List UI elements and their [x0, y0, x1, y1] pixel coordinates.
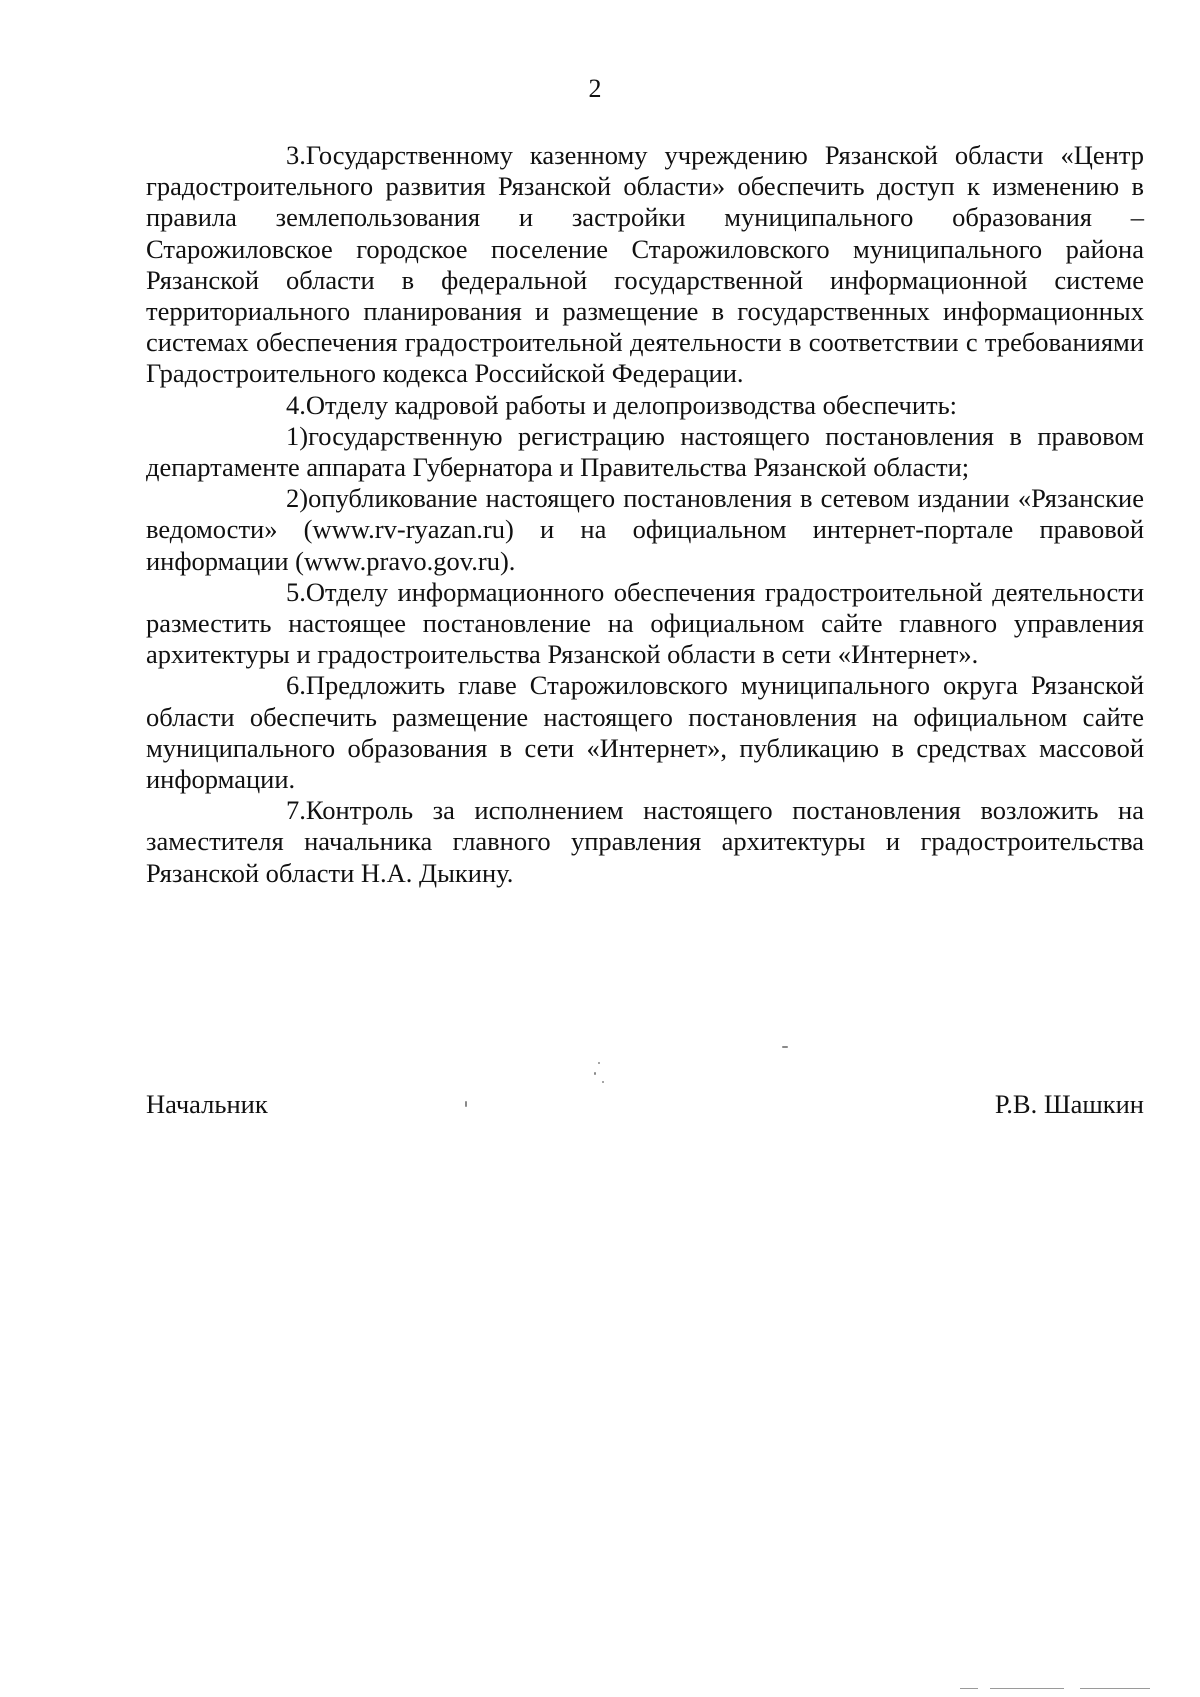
scan-edge-line	[990, 1688, 1064, 1689]
subitem-2	[146, 483, 1144, 577]
subitem-text: государственную регистрацию настоящего постановления в правовом департаменте аппарата Губернатора и Правительства Рязанской области;	[146, 420, 1144, 483]
paragraph-6	[146, 670, 1144, 795]
paragraph-number: 3.	[286, 140, 306, 170]
scan-edge-line	[960, 1688, 978, 1689]
paragraph-number: 4.	[286, 389, 306, 420]
paragraph-text: Контроль за исполнением настоящего постановления возложить на заместителя начальника главного управления архитектуры и градостроительства Рязанской области Н.А. Дыкину.	[146, 795, 1144, 888]
subitem-text: опубликование настоящего постановления в сетевом издании «Рязанские ведомости» (www.rv-ryazan.ru) и на официальном интернет-портале правовой информации (www.pravo.gov.ru).	[146, 483, 1144, 576]
scan-speck	[594, 1072, 596, 1075]
scan-speck	[598, 1062, 600, 1064]
paragraph-number: 5.	[286, 576, 306, 607]
paragraph-number: 6.	[286, 670, 306, 701]
scan-speck	[602, 1081, 604, 1083]
paragraph-3	[146, 140, 1144, 390]
scan-edge-line	[1080, 1688, 1150, 1689]
paragraph-number: 7.	[286, 795, 306, 826]
subitem-1	[146, 421, 1144, 483]
subitem-number: 1)	[286, 420, 309, 451]
document-body	[146, 140, 1144, 889]
paragraph-5	[146, 577, 1144, 671]
signatory-position: Начальник	[146, 1089, 268, 1119]
paragraph-text: Государственному казенному учреждению Рязанской области «Центр градостроительного развития Рязанской области» обеспечить доступ к изменению в правила землепользования и застройки муниципального образования – Старожиловское городское поселение Старожиловского муниципального района Рязанской области в федеральной государственной информационной системе территориального планирования и размещение в государственных информационных системах обеспечения градостроительной деятельности в соответствии с требованиями Градостроительного кодекса Российской Федерации.	[146, 140, 1144, 389]
paragraph-text: Отделу кадровой работы и делопроизводства обеспечить:	[305, 389, 958, 420]
signature-block	[146, 1088, 1144, 1120]
paragraph-4	[146, 390, 1144, 421]
scan-speck	[465, 1101, 467, 1107]
paragraph-text: Предложить главе Старожиловского муниципального округа Рязанской области обеспечить размещение настоящего постановления на официальном сайте муниципального образования в сети «Интернет», публикацию в средствах массовой информации.	[146, 670, 1144, 795]
subitem-number: 2)	[286, 483, 309, 514]
page-number: 2	[588, 74, 602, 103]
scan-speck	[782, 1046, 788, 1048]
paragraph-7	[146, 795, 1144, 889]
paragraph-text: Отделу информационного обеспечения градостроительной деятельности разместить настоящее постановление на официальном сайте главного управления архитектуры и градостроительства Рязанской области в сети «Интернет».	[146, 576, 1144, 670]
signatory-name: Р.В. Шашкин	[994, 1089, 1144, 1119]
